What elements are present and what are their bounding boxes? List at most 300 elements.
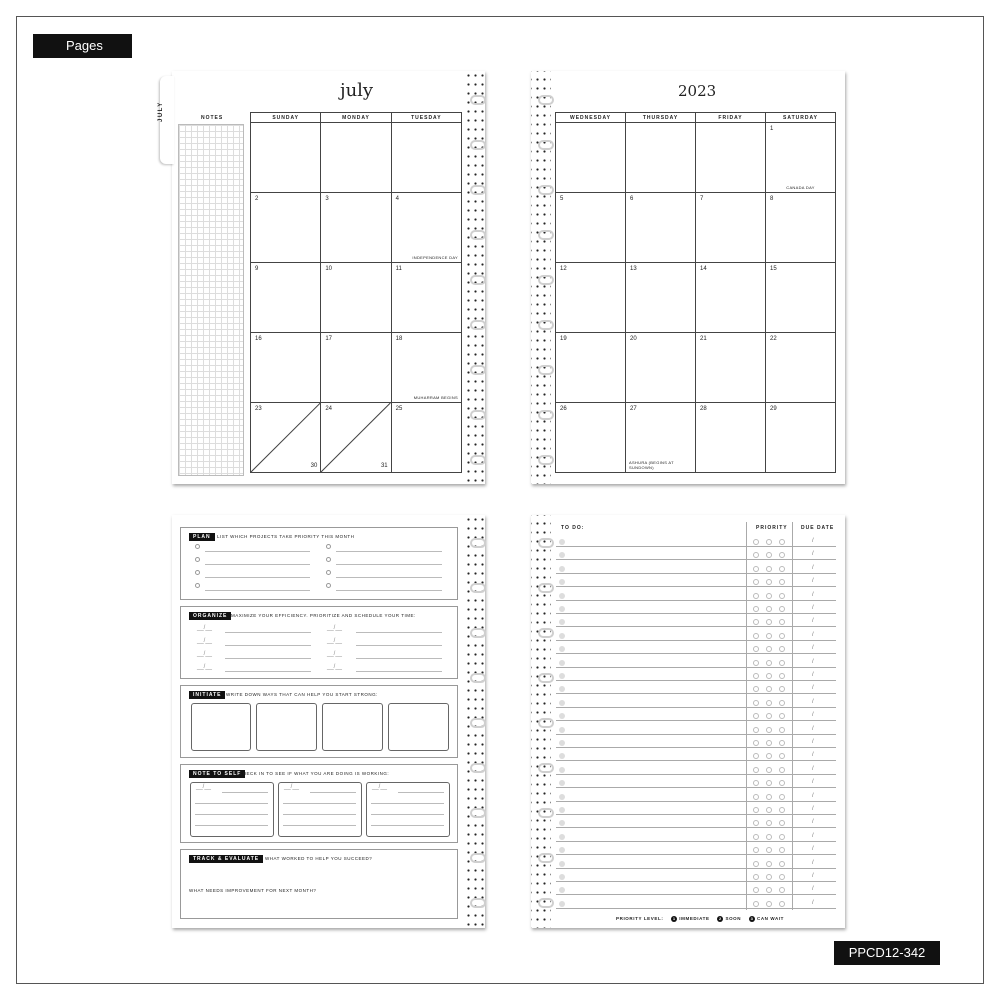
todo-row-line	[556, 747, 836, 748]
binder-ring	[538, 808, 554, 818]
day-number: 19	[560, 336, 567, 342]
due-date-slash: /	[812, 765, 814, 772]
split-cell-diagonal	[251, 403, 320, 472]
todo-row-line	[556, 868, 836, 869]
priority-option[interactable]	[753, 901, 759, 907]
due-date-slash: /	[812, 578, 814, 585]
notes-grid	[178, 124, 244, 476]
due-date-slash: /	[812, 564, 814, 571]
column-divider	[746, 522, 747, 910]
day-cell[interactable]	[251, 123, 321, 193]
date-blank: __/__	[284, 784, 300, 790]
holiday-label: CANADA DAY	[786, 185, 815, 190]
due-date-slash: /	[812, 658, 814, 665]
write-line	[205, 551, 310, 552]
day-number: 17	[325, 336, 333, 342]
binder-ring	[538, 185, 554, 195]
write-line	[398, 792, 444, 793]
due-date-slash: /	[812, 618, 814, 625]
day-number: 27	[630, 406, 637, 412]
priority-option[interactable]	[753, 700, 759, 706]
day-cell[interactable]	[696, 123, 766, 193]
track-evaluate-section	[180, 849, 458, 919]
priority-header: PRIORITY	[756, 525, 788, 531]
priority-option[interactable]	[766, 727, 772, 733]
priority-option[interactable]	[766, 700, 772, 706]
write-line	[225, 658, 311, 659]
priority-2-icon: 2	[719, 916, 722, 921]
todo-checkbox[interactable]	[559, 539, 565, 545]
track-evaluate-tag: TRACK & EVALUATE	[189, 855, 263, 863]
day-cell[interactable]	[626, 263, 696, 333]
todo-checkbox[interactable]	[559, 767, 565, 773]
day-cell[interactable]	[321, 123, 391, 193]
due-date-slash: /	[812, 605, 814, 611]
binder-ring	[538, 673, 554, 683]
priority-option[interactable]	[753, 794, 759, 800]
day-header: THURSDAY	[626, 113, 696, 123]
priority-option[interactable]	[753, 673, 759, 679]
checkbox-circle[interactable]	[326, 570, 331, 575]
binder-ring	[470, 455, 486, 465]
binder-ring	[538, 718, 554, 728]
write-line	[371, 825, 444, 826]
day-number: 18	[395, 336, 403, 342]
priority-option[interactable]	[779, 794, 785, 800]
date-blank: __/__	[327, 638, 343, 644]
todo-row-line	[556, 680, 836, 681]
day-number: 29	[770, 406, 777, 412]
priority-option[interactable]	[766, 807, 772, 813]
day-number: 7	[700, 196, 704, 202]
day-number: 8	[770, 196, 774, 202]
todo-row-line	[556, 707, 836, 708]
day-cell[interactable]	[626, 193, 696, 263]
binder-ring	[470, 538, 486, 548]
binder-ring	[470, 230, 486, 240]
day-cell[interactable]	[391, 193, 461, 263]
day-cell[interactable]	[766, 193, 836, 263]
todo-checkbox[interactable]	[559, 633, 565, 639]
todo-checkbox[interactable]	[559, 874, 565, 880]
todo-row-line	[556, 573, 836, 574]
todo-checkbox[interactable]	[559, 606, 565, 612]
priority-1-icon: 1	[672, 916, 676, 921]
binder-ring	[538, 853, 554, 863]
note-box[interactable]	[278, 782, 362, 837]
day-number: 31	[380, 463, 388, 469]
date-blank: __/__	[197, 625, 213, 631]
write-line	[225, 645, 311, 646]
day-number: 24	[325, 406, 333, 412]
day-number: 10	[325, 266, 333, 272]
plan-tag: PLAN	[189, 533, 215, 541]
todo-page	[531, 515, 845, 928]
day-cell[interactable]	[626, 333, 696, 403]
priority-option[interactable]	[779, 593, 785, 599]
binder-ring	[470, 628, 486, 638]
day-cell[interactable]	[696, 403, 766, 473]
write-line	[336, 564, 442, 565]
day-number: 23	[255, 406, 262, 412]
due-date-slash: /	[812, 832, 814, 839]
binder-ring	[470, 410, 486, 420]
priority-option[interactable]	[753, 660, 759, 666]
holiday-label: INDEPENDENCE DAY	[412, 255, 458, 260]
day-cell[interactable]	[251, 333, 321, 403]
due-date-slash: /	[812, 886, 814, 893]
binder-ring	[470, 320, 486, 330]
calendar-right-grid	[555, 112, 836, 473]
initiate-box[interactable]	[256, 703, 317, 751]
day-cell[interactable]	[251, 403, 321, 473]
priority-option[interactable]	[766, 740, 772, 746]
day-number: 22	[770, 336, 777, 342]
todo-row-line	[556, 734, 836, 735]
due-date-slash: /	[812, 899, 814, 906]
checkbox-circle[interactable]	[326, 583, 331, 588]
day-cell[interactable]	[556, 263, 626, 333]
priority-option[interactable]	[779, 861, 785, 867]
day-number: 6	[630, 196, 634, 202]
priority-option[interactable]	[779, 767, 785, 773]
binder-ring	[538, 140, 554, 150]
day-number: 13	[630, 266, 637, 272]
priority-option[interactable]	[779, 807, 785, 813]
date-blank: __/__	[197, 638, 213, 644]
priority-option[interactable]	[766, 660, 772, 666]
binder-ring	[470, 365, 486, 375]
binder-ring	[470, 898, 486, 908]
column-divider	[792, 522, 793, 910]
organize-description: MAXIMIZE YOUR EFFICIENCY. PRIORITIZE AND SCHEDULE YOUR TIME:	[231, 613, 416, 618]
todo-row-line	[556, 586, 836, 587]
organize-tag: ORGANIZE	[189, 612, 231, 620]
date-blank: __/__	[197, 651, 213, 657]
write-line	[283, 803, 356, 804]
day-cell[interactable]	[696, 263, 766, 333]
priority-option[interactable]	[779, 727, 785, 733]
month-tab-label: JULY	[158, 101, 164, 122]
binder-ring	[538, 230, 554, 240]
todo-checkbox[interactable]	[559, 901, 565, 907]
todo-row-line	[556, 801, 836, 802]
track-evaluate-question: WHAT NEEDS IMPROVEMENT FOR NEXT MONTH?	[189, 888, 317, 893]
todo-row-line	[556, 774, 836, 775]
day-number: 15	[770, 266, 777, 272]
due-date-slash: /	[812, 859, 814, 866]
day-cell[interactable]	[391, 333, 461, 403]
priority-option[interactable]	[753, 606, 759, 612]
day-header: SATURDAY	[766, 113, 836, 123]
day-number: 25	[395, 406, 403, 412]
checkbox-circle[interactable]	[195, 570, 200, 575]
todo-checkbox[interactable]	[559, 740, 565, 746]
due-date-slash: /	[812, 725, 814, 732]
day-cell[interactable]	[556, 193, 626, 263]
note-box[interactable]	[366, 782, 450, 837]
note-box[interactable]	[190, 782, 274, 837]
binder-ring	[538, 538, 554, 548]
write-line	[336, 577, 442, 578]
binder-ring	[538, 763, 554, 773]
checkbox-circle[interactable]	[326, 544, 331, 549]
due-date-slash: /	[812, 685, 814, 692]
write-line	[225, 632, 311, 633]
write-line	[195, 803, 268, 804]
priority-option[interactable]	[779, 700, 785, 706]
checkbox-circle[interactable]	[195, 557, 200, 562]
day-number: 9	[255, 266, 259, 272]
priority-option[interactable]	[766, 539, 772, 545]
priority-option[interactable]	[766, 861, 772, 867]
due-date-slash: /	[812, 631, 814, 638]
day-cell[interactable]	[626, 123, 696, 193]
todo-checkbox[interactable]	[559, 566, 565, 572]
day-header: FRIDAY	[696, 113, 766, 123]
due-date-slash: /	[812, 712, 814, 719]
todo-checkbox[interactable]	[559, 807, 565, 813]
track-evaluate-description: WHAT WORKED TO HELP YOU SUCCEED?	[265, 856, 373, 861]
day-cell[interactable]	[391, 263, 461, 333]
date-blank: __/__	[327, 664, 343, 670]
todo-row-line	[556, 908, 836, 909]
due-date-slash: /	[812, 846, 814, 853]
priority-option[interactable]	[753, 633, 759, 639]
write-line	[371, 803, 444, 804]
initiate-box[interactable]	[191, 703, 251, 751]
binder-ring	[470, 763, 486, 773]
priority-level-name: CAN WAIT	[756, 916, 785, 922]
binder-ring	[538, 95, 554, 105]
pages-badge: Pages	[33, 34, 132, 58]
binder-ring	[470, 718, 486, 728]
priority-option[interactable]	[779, 633, 785, 639]
note-to-self-description: CHECK IN TO SEE IF WHAT YOU ARE DOING IS WORKING:	[239, 771, 390, 776]
priority-option[interactable]	[766, 633, 772, 639]
todo-row-line	[556, 640, 836, 641]
todo-row-line	[556, 693, 836, 694]
day-cell[interactable]	[321, 403, 391, 473]
priority-option[interactable]	[779, 660, 785, 666]
day-cell[interactable]	[766, 263, 836, 333]
priority-option[interactable]	[779, 539, 785, 545]
todo-row-line	[556, 667, 836, 668]
write-line	[356, 632, 442, 633]
priority-option[interactable]	[766, 606, 772, 612]
day-cell[interactable]	[556, 123, 626, 193]
day-cell[interactable]	[766, 123, 836, 193]
checkbox-circle[interactable]	[195, 544, 200, 549]
organize-section	[180, 606, 458, 679]
todo-checkbox[interactable]	[559, 794, 565, 800]
write-line	[310, 792, 356, 793]
date-blank: __/__	[197, 664, 213, 670]
day-cell[interactable]	[696, 193, 766, 263]
day-number: 12	[560, 266, 567, 272]
due-date-slash: /	[812, 672, 814, 678]
due-date-slash: /	[812, 792, 814, 799]
binder-ring	[470, 140, 486, 150]
priority-option[interactable]	[753, 593, 759, 599]
todo-row-line	[556, 841, 836, 842]
todo-checkbox[interactable]	[559, 700, 565, 706]
day-cell[interactable]	[321, 263, 391, 333]
priority-option[interactable]	[766, 767, 772, 773]
todo-label: TO DO:	[561, 525, 585, 531]
binder-ring	[538, 365, 554, 375]
calendar-left-grid	[250, 112, 462, 473]
day-number: 1	[770, 126, 774, 132]
checkbox-circle[interactable]	[326, 557, 331, 562]
todo-row-line	[556, 546, 836, 547]
day-number: 16	[255, 336, 262, 342]
checkbox-circle[interactable]	[195, 583, 200, 588]
day-header: WEDNESDAY	[556, 113, 626, 123]
priority-level-label: PRIORITY LEVEL:	[616, 916, 664, 922]
due-date-slash: /	[812, 739, 814, 745]
due-date-slash: /	[812, 779, 814, 786]
todo-checkbox[interactable]	[559, 593, 565, 599]
day-number: 21	[700, 336, 707, 342]
day-cell[interactable]	[391, 123, 461, 193]
plan-description: LIST WHICH PROJECTS TAKE PRIORITY THIS MONTH	[217, 534, 355, 539]
priority-option[interactable]	[779, 566, 785, 572]
todo-row-line	[556, 613, 836, 614]
binder-ring	[538, 410, 554, 420]
note-to-self-tag: NOTE TO SELF	[189, 770, 245, 778]
write-line	[225, 671, 311, 672]
todo-row-line	[556, 626, 836, 627]
write-line	[205, 577, 310, 578]
notes-label: NOTES	[201, 115, 224, 121]
write-line	[195, 825, 268, 826]
holiday-label: ASHURA (BEGINS AT SUNDOWN)	[629, 460, 674, 470]
day-cell[interactable]	[251, 193, 321, 263]
priority-level-name: IMMEDIATE	[679, 916, 710, 922]
day-cell[interactable]	[251, 263, 321, 333]
day-cell[interactable]	[321, 193, 391, 263]
date-blank: __/__	[372, 784, 388, 790]
due-date-slash: /	[812, 806, 814, 812]
day-number: 30	[310, 463, 318, 469]
write-line	[356, 645, 442, 646]
write-line	[336, 590, 442, 591]
todo-row-line	[556, 814, 836, 815]
todo-checkbox[interactable]	[559, 673, 565, 679]
todo-row-line	[556, 720, 836, 721]
day-cell[interactable]	[696, 333, 766, 403]
binder-ring	[470, 808, 486, 818]
binder-ring	[538, 898, 554, 908]
priority-option[interactable]	[753, 566, 759, 572]
priority-option[interactable]	[779, 874, 785, 880]
priority-option[interactable]	[753, 767, 759, 773]
priority-level-name: SOON	[725, 916, 742, 922]
binder-ring	[470, 95, 486, 105]
due-date-slash: /	[812, 819, 814, 826]
day-header: MONDAY	[321, 113, 391, 123]
due-date-slash: /	[812, 551, 814, 558]
binder-ring	[470, 583, 486, 593]
todo-row-line	[556, 653, 836, 654]
priority-option[interactable]	[766, 593, 772, 599]
todo-checkbox[interactable]	[559, 861, 565, 867]
initiate-box[interactable]	[388, 703, 449, 751]
priority-option[interactable]	[779, 673, 785, 679]
day-cell[interactable]	[391, 403, 461, 473]
day-number: 14	[700, 266, 707, 272]
binder-ring	[470, 673, 486, 683]
day-cell[interactable]	[321, 333, 391, 403]
day-header: SUNDAY	[251, 113, 321, 123]
priority-option[interactable]	[766, 901, 772, 907]
priority-option[interactable]	[753, 727, 759, 733]
write-line	[356, 658, 442, 659]
date-blank: __/__	[327, 625, 343, 631]
priority-option[interactable]	[753, 834, 759, 840]
binder-ring	[538, 275, 554, 285]
binder-ring	[538, 628, 554, 638]
initiate-tag: INITIATE	[189, 691, 225, 699]
todo-row-line	[556, 854, 836, 855]
todo-row-line	[556, 760, 836, 761]
priority-option[interactable]	[766, 874, 772, 880]
day-number: 2	[255, 196, 259, 202]
priority-option[interactable]	[753, 874, 759, 880]
day-number: 4	[395, 196, 399, 202]
priority-option[interactable]	[779, 606, 785, 612]
day-number: 11	[395, 266, 402, 272]
priority-option[interactable]	[779, 834, 785, 840]
todo-checkbox[interactable]	[559, 727, 565, 733]
binder-ring	[470, 275, 486, 285]
priority-option[interactable]	[766, 566, 772, 572]
todo-checkbox[interactable]	[559, 660, 565, 666]
day-cell[interactable]	[556, 333, 626, 403]
priority-option[interactable]	[766, 834, 772, 840]
write-line	[336, 551, 442, 552]
priority-option[interactable]	[753, 539, 759, 545]
priority-option[interactable]	[779, 901, 785, 907]
date-blank: __/__	[327, 651, 343, 657]
priority-option[interactable]	[766, 673, 772, 679]
todo-checkbox[interactable]	[559, 834, 565, 840]
priority-option[interactable]	[779, 740, 785, 746]
product-code-badge: PPCD12-342	[834, 941, 940, 965]
priority-legend	[616, 916, 784, 922]
todo-row-line	[556, 827, 836, 828]
day-cell[interactable]	[626, 403, 696, 473]
due-date-header: DUE DATE	[801, 525, 835, 531]
day-cell[interactable]	[766, 403, 836, 473]
priority-option[interactable]	[753, 807, 759, 813]
priority-option[interactable]	[766, 794, 772, 800]
day-header: TUESDAY	[391, 113, 461, 123]
initiate-box[interactable]	[322, 703, 383, 751]
due-date-slash: /	[812, 698, 814, 705]
write-line	[222, 792, 268, 793]
binder-ring	[538, 455, 554, 465]
split-cell-diagonal	[321, 403, 390, 472]
priority-option[interactable]	[753, 861, 759, 867]
due-date-slash: /	[812, 873, 814, 879]
todo-row-line	[556, 787, 836, 788]
priority-3-icon: 3	[750, 916, 754, 921]
day-cell[interactable]	[766, 333, 836, 403]
priority-option[interactable]	[753, 740, 759, 746]
day-cell[interactable]	[556, 403, 626, 473]
